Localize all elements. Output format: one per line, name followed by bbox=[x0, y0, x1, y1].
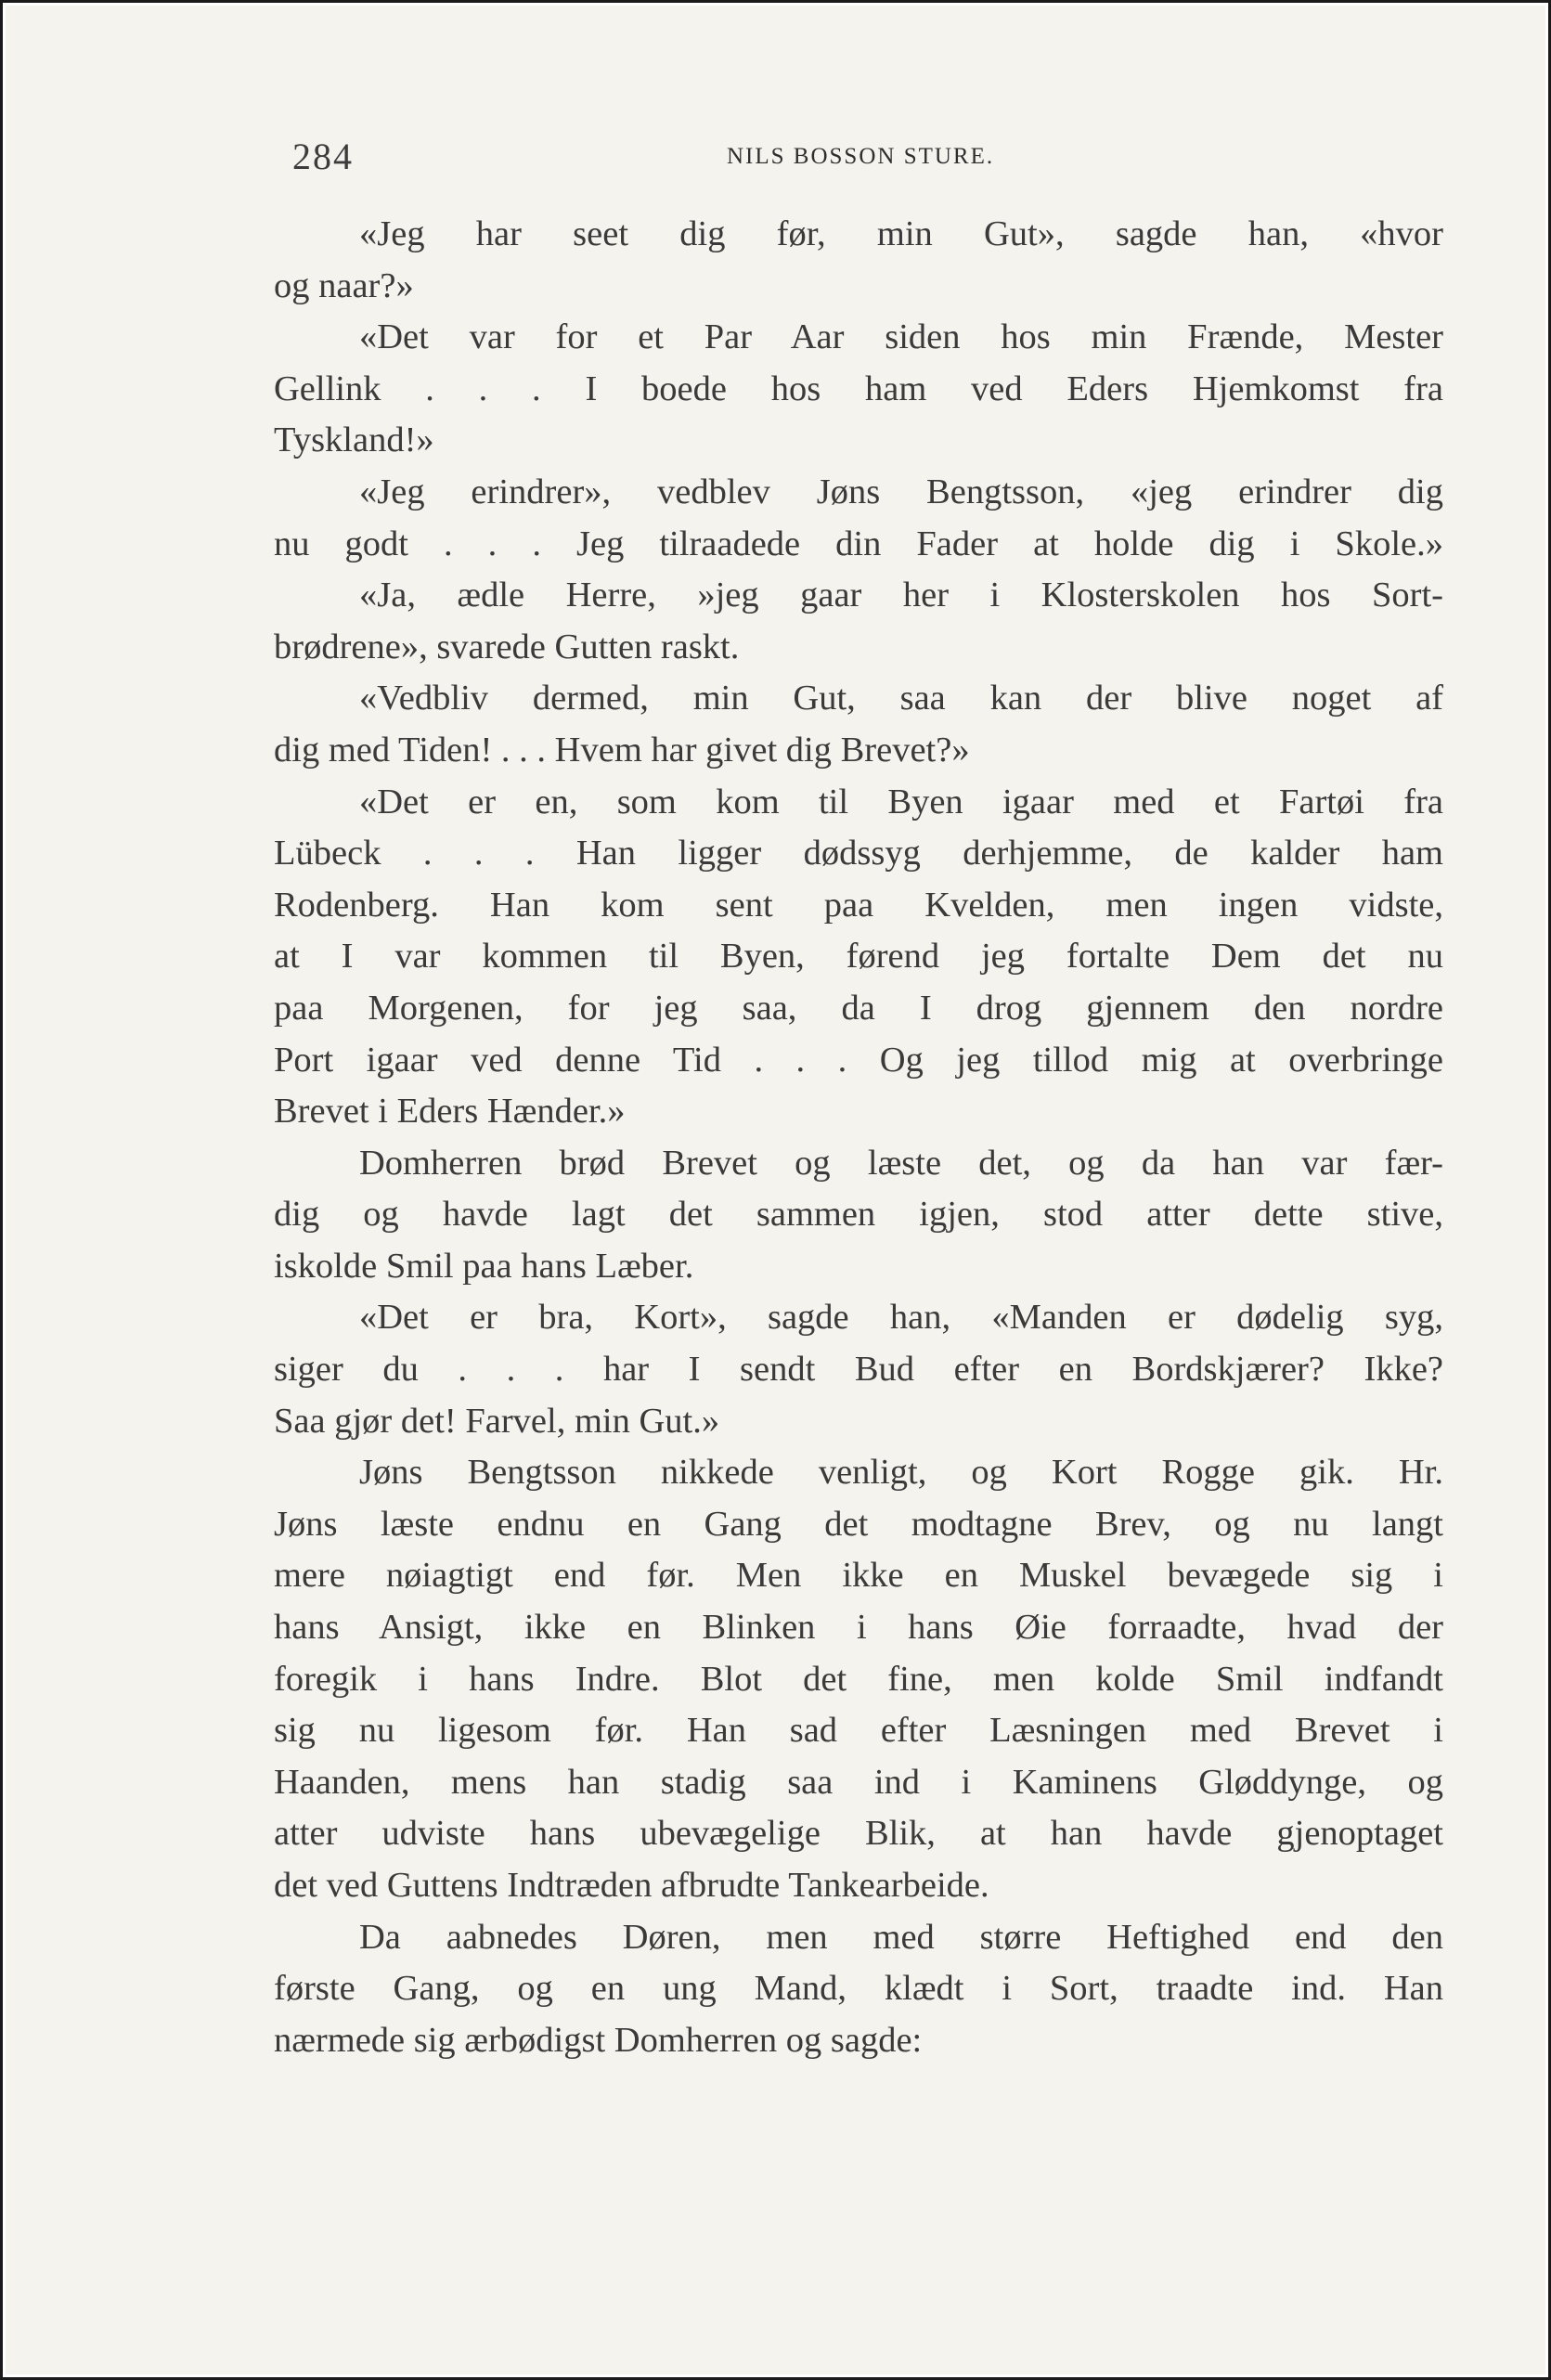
text-line: Brevet i Eders Hænder.» bbox=[274, 1092, 626, 1132]
text-line: «Det er en, som kom til Byen igaar med et Fartøi fra bbox=[359, 782, 1443, 821]
text-line: «Jeg erindrer», vedblev Jøns Bengtsson, «jeg erindrer dig bbox=[359, 472, 1443, 511]
text-line: dig og havde lagt det sammen igjen, stod atter dette stive, bbox=[274, 1195, 1443, 1235]
page-header bbox=[292, 135, 1443, 181]
text-line: at I var kommen til Byen, førend jeg fortalte Dem det nu bbox=[274, 937, 1443, 977]
text-line: Port igaar ved denne Tid . . . Og jeg tillod mig at overbringe bbox=[274, 1040, 1443, 1080]
text-line: Lübeck . . . Han ligger dødssyg derhjemme, de kalder ham bbox=[274, 834, 1443, 873]
text-line: Haanden, mens han stadig saa ind i Kaminens Gløddynge, og bbox=[274, 1762, 1443, 1802]
text-line: «Det er bra, Kort», sagde han, «Manden er dødelig syg, bbox=[359, 1298, 1443, 1338]
text-line: Tyskland!» bbox=[274, 420, 434, 460]
text-line: Jøns læste endnu en Gang det modtagne Brev, og nu langt bbox=[274, 1504, 1443, 1544]
page-number: 284 bbox=[292, 136, 354, 177]
text-line: sig nu ligesom før. Han sad efter Læsningen med Brevet i bbox=[274, 1711, 1443, 1751]
text-line: mere nøiagtigt end før. Men ikke en Muskel bevægede sig i bbox=[274, 1556, 1443, 1596]
text-line: Jøns Bengtsson nikkede venligt, og Kort Rogge gik. Hr. bbox=[359, 1453, 1443, 1493]
text-line: første Gang, og en ung Mand, klædt i Sort, traadte ind. Han bbox=[274, 1969, 1443, 2009]
text-line: hans Ansigt, ikke en Blinken i hans Øie forraadte, hvad der bbox=[274, 1608, 1443, 1648]
text-line: «Ja, ædle Herre, »jeg gaar her i Klosterskolen hos Sort- bbox=[359, 576, 1443, 615]
text-line: det ved Guttens Indtræden afbrudte Tankearbeide. bbox=[274, 1866, 989, 1905]
text-line: atter udviste hans ubevægelige Blik, at han havde gjenoptaget bbox=[274, 1814, 1443, 1854]
text-line: dig med Tiden! . . . Hvem har givet dig Brevet?» bbox=[274, 730, 970, 770]
text-line: iskolde Smil paa hans Læber. bbox=[274, 1246, 694, 1286]
text-line: Da aabnedes Døren, men med større Heftighed end den bbox=[359, 1917, 1443, 1957]
body-text bbox=[274, 209, 1443, 2066]
text-line: Rodenberg. Han kom sent paa Kvelden, men ingen vidste, bbox=[274, 885, 1443, 925]
text-line: Gellink . . . I boede hos ham ved Eders Hjemkomst fra bbox=[274, 369, 1443, 408]
text-line: foregik i hans Indre. Blot det fine, men kolde Smil indfandt bbox=[274, 1659, 1443, 1699]
text-line: og naar?» bbox=[274, 265, 414, 305]
text-line: «Vedbliv dermed, min Gut, saa kan der blive noget af bbox=[359, 679, 1443, 718]
text-line: brødrene», svarede Gutten raskt. bbox=[274, 627, 740, 666]
text-line: paa Morgenen, for jeg saa, da I drog gjennem den nordre bbox=[274, 988, 1443, 1028]
running-title: NILS BOSSON STURE. bbox=[727, 144, 995, 169]
text-line: siger du . . . har I sendt Bud efter en Bordskjærer? Ikke? bbox=[274, 1350, 1443, 1390]
text-line: nærmede sig ærbødigst Domherren og sagde: bbox=[274, 2020, 923, 2060]
text-line: Saa gjør det! Farvel, min Gut.» bbox=[274, 1401, 720, 1441]
text-line: «Det var for et Par Aar siden hos min Frænde, Mester bbox=[359, 317, 1443, 357]
text-line: nu godt . . . Jeg tilraadede din Fader at holde dig i Skole.» bbox=[274, 524, 1443, 563]
text-line: Domherren brød Brevet og læste det, og da han var fær- bbox=[359, 1143, 1443, 1183]
text-line: «Jeg har seet dig før, min Gut», sagde han, «hvor bbox=[359, 214, 1443, 253]
